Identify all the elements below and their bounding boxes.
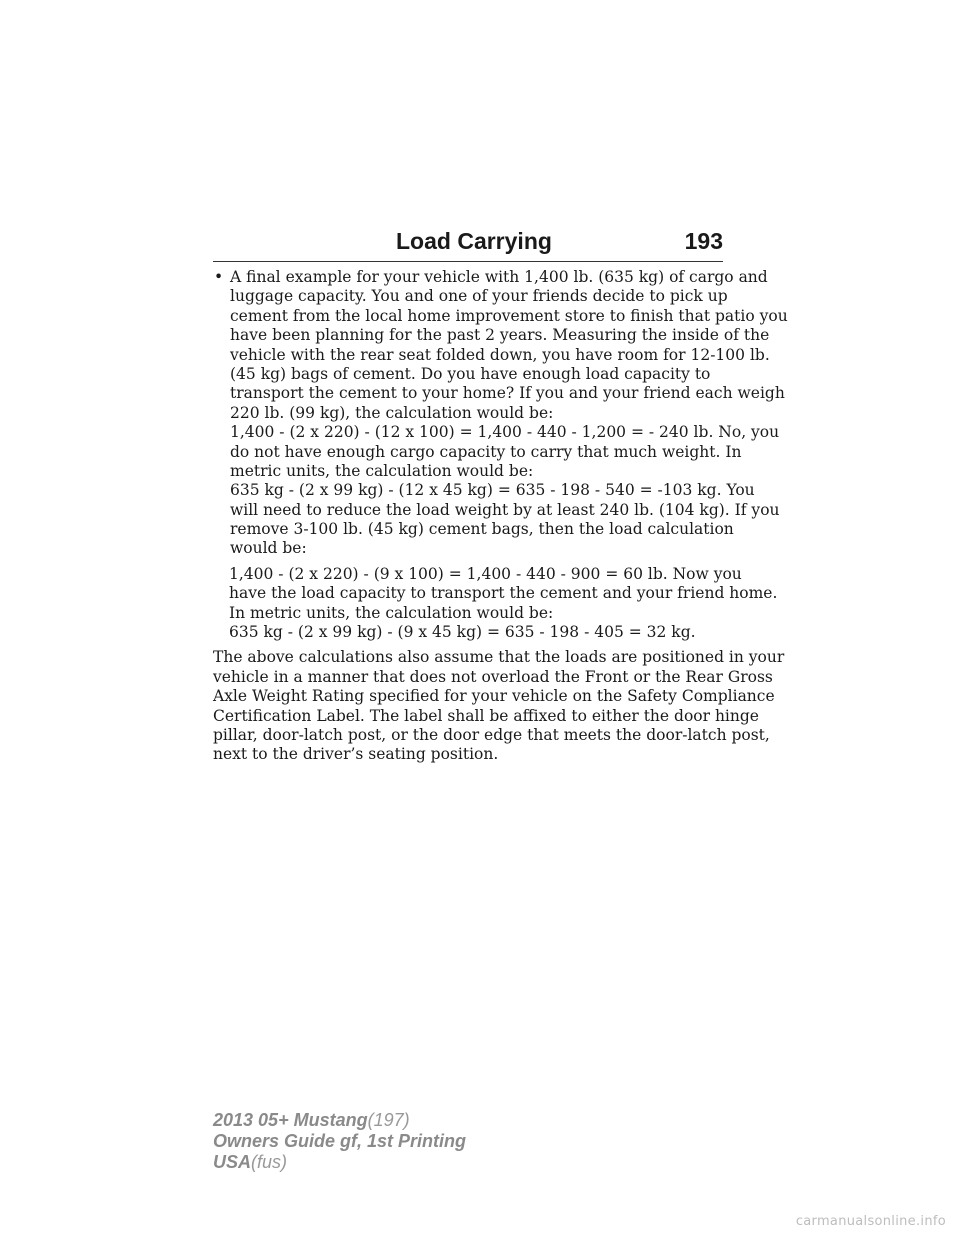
section-title: Load Carrying [396, 228, 552, 254]
footer-line [213, 1152, 466, 1173]
body-text [213, 268, 788, 765]
footer-pdf-page: (197) [367, 1110, 410, 1130]
footer-edition: Owners Guide gf, 1st Printing [213, 1131, 467, 1151]
bullet-line: would be: [230, 539, 307, 558]
para-line: The above calculations also assume that the loads are positioned in your [213, 648, 785, 667]
bullet-line: have been planning for the past 2 years. Measuring the inside of the [230, 326, 770, 345]
para-line: Certification Label. The label shall be affixed to either the door hinge [213, 706, 759, 725]
bullet-line: metric units, the calculation would be: [230, 461, 534, 480]
para-line: next to the driver’s seating position. [213, 745, 499, 764]
page-number: 193 [684, 228, 723, 254]
watermark-text: carmanualsonline.info [795, 1214, 946, 1229]
calculation-block [213, 564, 778, 643]
calc-line: In metric units, the calculation would be: [229, 603, 554, 622]
bullet-line: vehicle with the rear seat folded down, you have room for 12-100 lb. [230, 345, 770, 364]
bullet-item [213, 268, 788, 559]
bullet-line: will need to reduce the load weight by at least 240 lb. (104 kg). If you [230, 500, 780, 519]
footer-line [213, 1110, 466, 1131]
calc-line: have the load capacity to transport the cement and your friend home. [229, 584, 778, 603]
summary-paragraph [213, 648, 785, 764]
footer-model: 2013 05+ Mustang [213, 1110, 368, 1130]
bullet-line: cement from the local home improvement store to finish that patio you [230, 306, 788, 325]
bullet-marker: • [214, 268, 224, 286]
page-header [213, 226, 723, 262]
bullet-line: 220 lb. (99 kg), the calculation would be: [230, 403, 554, 422]
para-line: Axle Weight Rating specified for your vehicle on the Safety Compliance [213, 687, 775, 706]
bullet-line: luggage capacity. You and one of your friends decide to pick up [230, 287, 728, 306]
footer-market-code: (fus) [251, 1152, 288, 1172]
bullet-line: transport the cement to your home? If you and your friend each weigh [230, 384, 785, 403]
header-rule [213, 261, 723, 262]
footer-market: USA [213, 1152, 252, 1172]
calc-line: 1,400 - (2 x 220) - (9 x 100) = 1,400 - 440 - 900 = 60 lb. Now you [229, 564, 742, 583]
calc-line: 635 kg - (2 x 99 kg) - (9 x 45 kg) = 635 - 198 - 405 = 32 kg. [229, 623, 696, 642]
bullet-line: remove 3-100 lb. (45 kg) cement bags, then the load calculation [230, 520, 734, 539]
bullet-line: (45 kg) bags of cement. Do you have enough load capacity to [230, 364, 711, 383]
para-line: vehicle in a manner that does not overload the Front or the Rear Gross [213, 667, 773, 686]
print-footer [213, 1110, 466, 1173]
bullet-line: 635 kg - (2 x 99 kg) - (12 x 45 kg) = 635 - 198 - 540 = -103 kg. You [230, 481, 755, 500]
bullet-line: A final example for your vehicle with 1,400 lb. (635 kg) of cargo and [230, 268, 768, 286]
bullet-line: do not have enough cargo capacity to carry that much weight. In [230, 442, 742, 461]
para-line: pillar, door-latch post, or the door edge that meets the door-latch post, [213, 725, 770, 744]
footer-line [213, 1131, 466, 1152]
bullet-line: 1,400 - (2 x 220) - (12 x 100) = 1,400 - 440 - 1,200 = - 240 lb. No, you [230, 423, 780, 442]
